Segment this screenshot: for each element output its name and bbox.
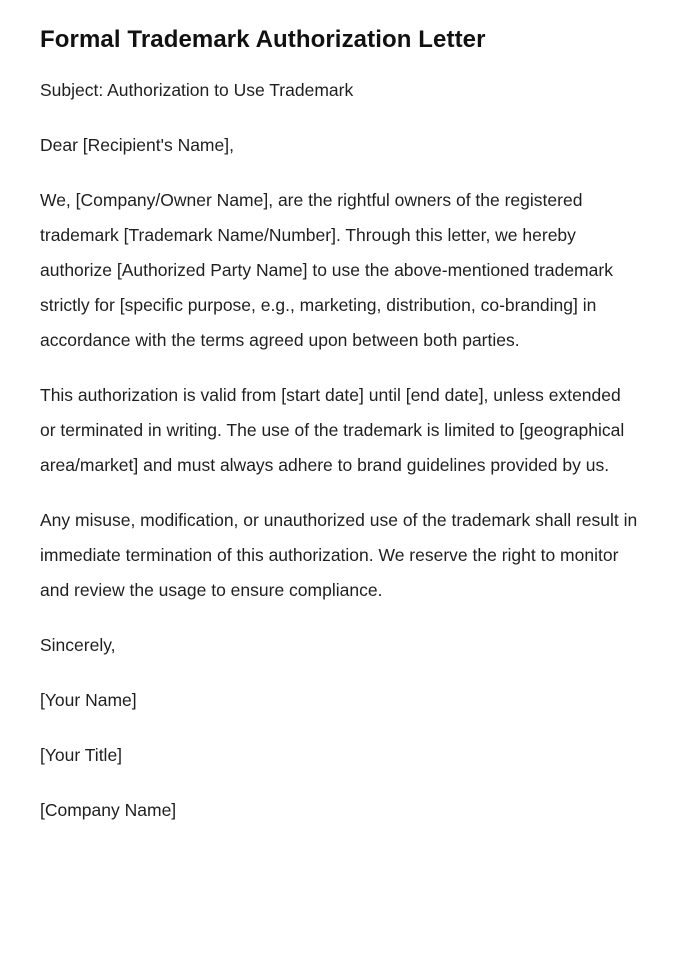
body-paragraph-authorization: We, [Company/Owner Name], are the rightful owners of the registered trademark [Trademark Name/Number]. Through this letter, we hereby authorize [Authorized Party Name] to use the above-mentioned trademark strictly for [specific purpose, e.g., marketing, distribution, co-branding] in accordance with the terms agreed upon between both parties. [40,189,613,350]
salutation: Dear [Recipient's Name], [40,134,234,155]
signature-name: [Your Name] [40,689,137,710]
signature-company: [Company Name] [40,799,177,820]
letter-title: Formal Trademark Authorization Letter [40,26,486,53]
closing: Sincerely, [40,634,116,655]
body-paragraph-validity: This authorization is valid from [start date] until [end date], unless extended or terminated in writing. The use of the trademark is limited to [geographical area/market] and must always adhere to brand guidelines provided by us. [40,384,625,475]
body-paragraph-misuse: Any misuse, modification, or unauthorized use of the trademark shall result in immediate termination of this authorization. We reserve the right to monitor and review the usage to ensure compliance. [40,509,638,600]
subject-line: Subject: Authorization to Use Trademark [40,79,354,100]
signature-title: [Your Title] [40,744,123,765]
